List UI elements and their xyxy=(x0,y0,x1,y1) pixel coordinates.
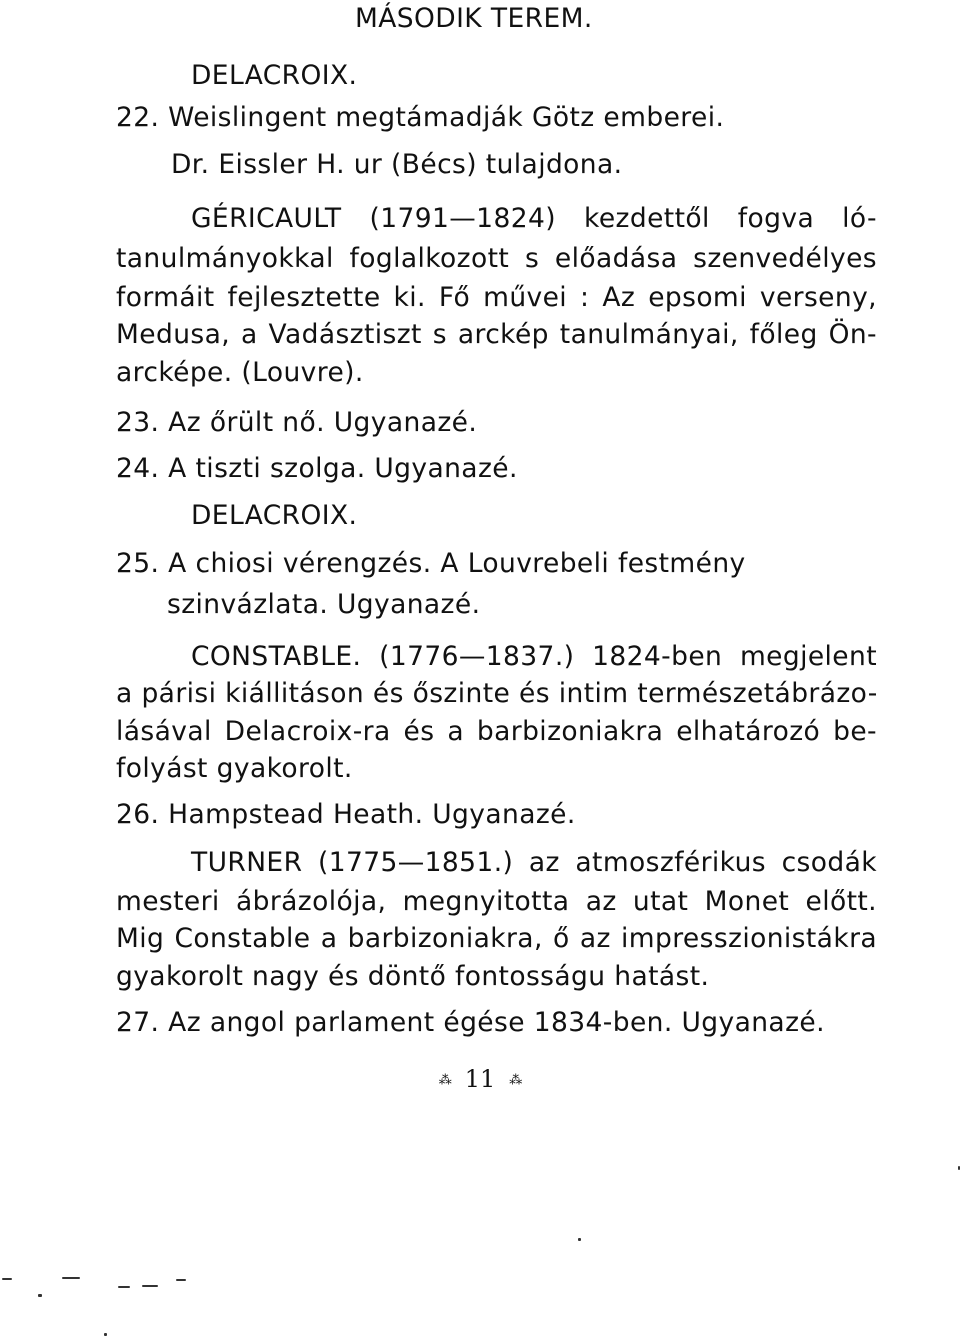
catalog-entry-27: 27. Az angol parlament égése 1834-ben. Ugyanazé. xyxy=(116,1007,825,1038)
turner-bio-line-1: TURNER (1775—1851.) az atmoszférikus csodák xyxy=(191,847,877,878)
scan-speck xyxy=(118,1286,130,1288)
constable-bio-line-2: a párisi kiállitáson és őszinte és intim természetábrázo- xyxy=(116,678,878,709)
page-heading: MÁSODIK TEREM. xyxy=(355,3,593,34)
catalog-entry-23: 23. Az őrült nő. Ugyanazé. xyxy=(116,407,478,438)
page-footer xyxy=(0,1062,960,1098)
turner-bio-line-4: gyakorolt nagy és döntő fontosságu hatást. xyxy=(116,961,710,992)
gericault-bio-line-2: tanulmányokkal foglalkozott s előadása szenvedélyes xyxy=(116,243,877,274)
gericault-bio-line-3: formáit fejlesztette ki. Fő művei : Az epsomi verseny, xyxy=(116,282,877,313)
catalog-entry-22: 22. Weislingent megtámadják Götz emberei. xyxy=(116,102,725,133)
turner-bio-line-3: Mig Constable a barbizoniakra, ő az impresszionistákra xyxy=(116,923,877,954)
constable-bio-line-3: lásával Delacroix-ra és a barbizoniakra elhatározó be- xyxy=(116,716,877,747)
scan-speck xyxy=(104,1333,107,1336)
scan-speck xyxy=(578,1238,581,1241)
catalog-entry-25-cont: szinvázlata. Ugyanazé. xyxy=(167,589,481,620)
catalog-entry-25: 25. A chiosi vérengzés. A Louvrebeli festmény xyxy=(116,548,746,579)
constable-bio-line-1: CONSTABLE. (1776—1837.) 1824-ben megjelent xyxy=(191,641,877,672)
gericault-bio-line-5: arcképe. (Louvre). xyxy=(116,357,364,388)
scan-speck xyxy=(62,1277,80,1279)
artist-heading-delacroix-2: DELACROIX. xyxy=(191,500,358,531)
page-number: 11 xyxy=(464,1065,496,1093)
constable-bio-line-4: folyást gyakorolt. xyxy=(116,753,353,784)
artist-heading-delacroix: DELACROIX. xyxy=(191,60,358,91)
ornament-right-icon: ⁂ xyxy=(509,1072,522,1088)
turner-bio-line-2: mesteri ábrázolója, megnyitotta az utat Monet előtt. xyxy=(116,886,877,917)
entry-owner-line: Dr. Eissler H. ur (Bécs) tulajdona. xyxy=(171,149,623,180)
ornament-left-icon: ⁂ xyxy=(438,1072,451,1088)
scan-speck xyxy=(142,1285,158,1287)
catalog-entry-24: 24. A tiszti szolga. Ugyanazé. xyxy=(116,453,518,484)
scan-speck xyxy=(176,1279,186,1281)
gericault-bio-line-4: Medusa, a Vadásztiszt s arckép tanulmányai, főleg Ön- xyxy=(116,319,877,350)
gericault-bio-line-1: GÉRICAULT (1791—1824) kezdettől fogva ló- xyxy=(191,203,877,234)
scan-speck xyxy=(2,1278,12,1280)
catalog-entry-26: 26. Hampstead Heath. Ugyanazé. xyxy=(116,799,576,830)
scan-speck xyxy=(38,1294,42,1297)
